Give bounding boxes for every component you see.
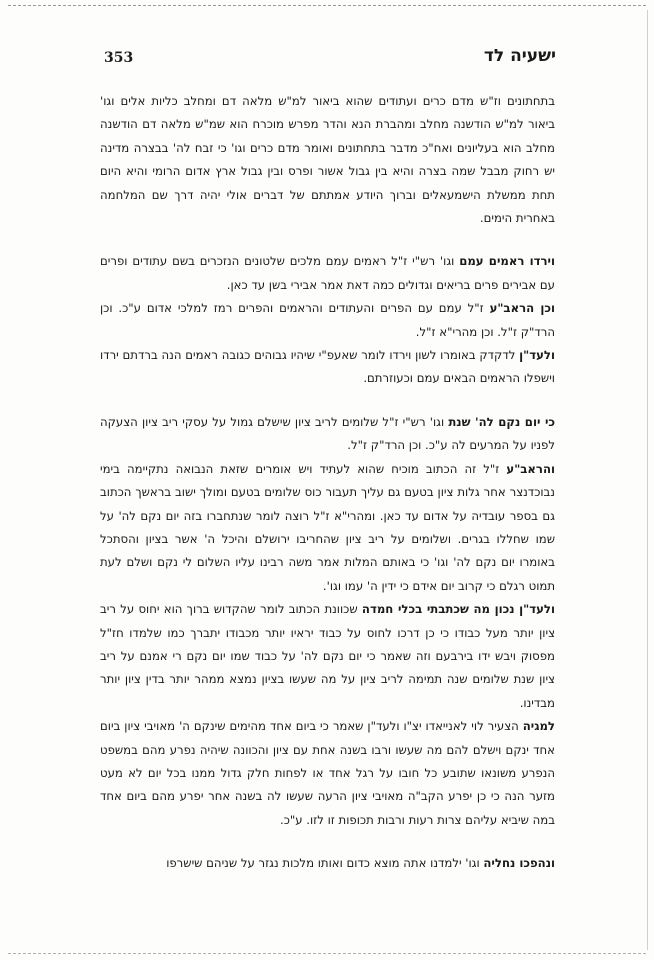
paragraph-lead: ונהפכו נחליה [483, 856, 555, 871]
scan-edge-top [8, 5, 646, 6]
paragraph-lead: וירדו ראמים עמם [459, 254, 555, 269]
paragraph-text: לדקדק באומרו לשון וירדו לומר שאעפ"י שיהיו גבוהים כגובה ראמים הנה ברדתם ירדו וישפלו הראמים הבאים עמם וכעוזרתם. [100, 348, 555, 386]
paragraph-text: וגו' ילמדנו אתה מוצא כדום ואותו מלכות נגזר על שניהם שישרפו [166, 856, 484, 871]
running-title: ישעיה לד [483, 46, 556, 66]
page-header [104, 44, 556, 74]
paragraph-text: וגו' רש"י ז"ל שלומים לריב ציון שישלם גמול על עסקי ריב ציון הצעקה לפניו על המרעים לה ע"כ. וכן הרד"ק ז"ל. [100, 414, 555, 453]
paragraph [100, 90, 555, 230]
paragraph-text: בתחתונים וז"ש מדם כרים ועתודים שהוא ביאור למ"ש מלאה דם ומחלב כליות אלים וגו' ביאור למ"ש הודשנה מחלב ומהברת הנא והדר מפרש מוכרח הוא שמ"ש מלאה דם הודשנה מחלב הוא בעליונים ואח"כ מדבר בתחתונים ואומר מדם כרים וגו' כי זבח לה' בבצרה מדינה יש רחוק מבבל שמה בצרה והיא בין גבול אשור ופרס ובין גבול ארץ אדום הרומי והיא היום תחת ממשלת הישמעאלים וברוך היודע אמתתם של דברים אולי יהיה דרך שם המלחמה באחרית הימים. [100, 94, 555, 226]
paragraph-text: שכוונת הכתוב לומר שהקדוש ברוך הוא יחוס על ריב ציון יותר מעל כבודו כי כן דרכו לחוס על כבוד יראיו יותר מכבודו יתברך כמו שלמדו חז"ל מפסוק ויבש ידו בירבעם וזה שאמר כי יום נקם לה' על כבוד שמו יום נקם רי אמנם על ריב ציון שנת שלומים שנה תמימה לריב ציון על מה שעשו בציון נמצא ממהר יותר בדין ציון יותר מבדינו. [100, 602, 555, 710]
paragraph-lead: וכן הראב"ע [489, 301, 555, 316]
paragraph [100, 250, 555, 297]
page-number: 353 [104, 50, 134, 66]
paragraph-lead: כי יום נקם לה' שנת [448, 414, 556, 429]
paragraph-lead: ולעד"ן נכון מה שכתבתי בכלי חמדה [361, 602, 555, 617]
paragraph [100, 344, 555, 391]
paragraph [100, 297, 555, 344]
paragraph [100, 411, 555, 458]
scan-edge-right [647, 10, 648, 950]
paragraph-lead: למגיה [522, 719, 555, 734]
paragraph [100, 598, 555, 715]
paragraph-text: ז"ל זה הכתוב מוכיח שהוא לעתיד ויש אומרים שזאת הנבואה נתקיימה בימי נבוכדנצר אחר גלות ציון בטעם גם עליך תעבור כוס שלומים בטעם ומולך ישוב בראשך הכתוב גם בספר עובדיה על אדום עד כאן. ומהרי"א ז"ל רוצה לומר שנתחברו בזה יום נקם לה' על שמו שחללו בגרים. ושלומים על ריב ציון שהחריבו ירושלם והיכל ה' אשר בציון והסתכל באומרו יום נקם לה' וגו' כי באותם המלות אמר משה רבינו עליו השלום לי נקם ושלם לעת תמוט רגלם כי קרוב יום אידם כי ידין ה' עמו וגו'. [100, 461, 555, 593]
scan-edge-bottom [8, 953, 646, 954]
paragraph-text: וגו' רש"י ז"ל ראמים עמם מלכים שלטונים הנזכרים בשם עתודים ופרים עם אבירים פרים בריאים וגדולים כמה דאת אמר אבירי בשן עד כאן. [100, 254, 555, 292]
paragraph [100, 715, 555, 832]
body-text [100, 90, 555, 876]
paragraph [100, 852, 555, 875]
paragraph [100, 458, 555, 598]
paragraph-lead: ולעד"ן [519, 348, 555, 363]
paragraph-lead: והראב"ע [506, 461, 555, 476]
paragraph-text: ז"ל עמם עם הפרים והעתודים והראמים והפרים רמז למלכי אדום ע"כ. וכן הרד"ק ז"ל. וכן מהרי"א ז"ל. [100, 301, 555, 339]
paragraph-text: הצעיר לוי לאנייאדו יצ"ו ולעד"ן שאמר כי ביום אחד מהימים שינקם ה' מאויבי ציון ביום אחד ינקם וישלם להם מה שעשו ורבו בשנה אחת עם ציון והכוונה שיהיה נפרע מהם במשפט הנפרע משונאו שתובע כל חובו על רגל אחד או לפחות חלק גדול ממנו בכל יום לא מעט מזער הנה כי כן יפרע הקב"ה מאויבי ציון הרעה שעשו לה בשנה אחר יפרע מהם ביום אחד במה שיביא עליהם צרות רעות ורבות תכופות זו לזו. ע"כ. [100, 719, 555, 827]
